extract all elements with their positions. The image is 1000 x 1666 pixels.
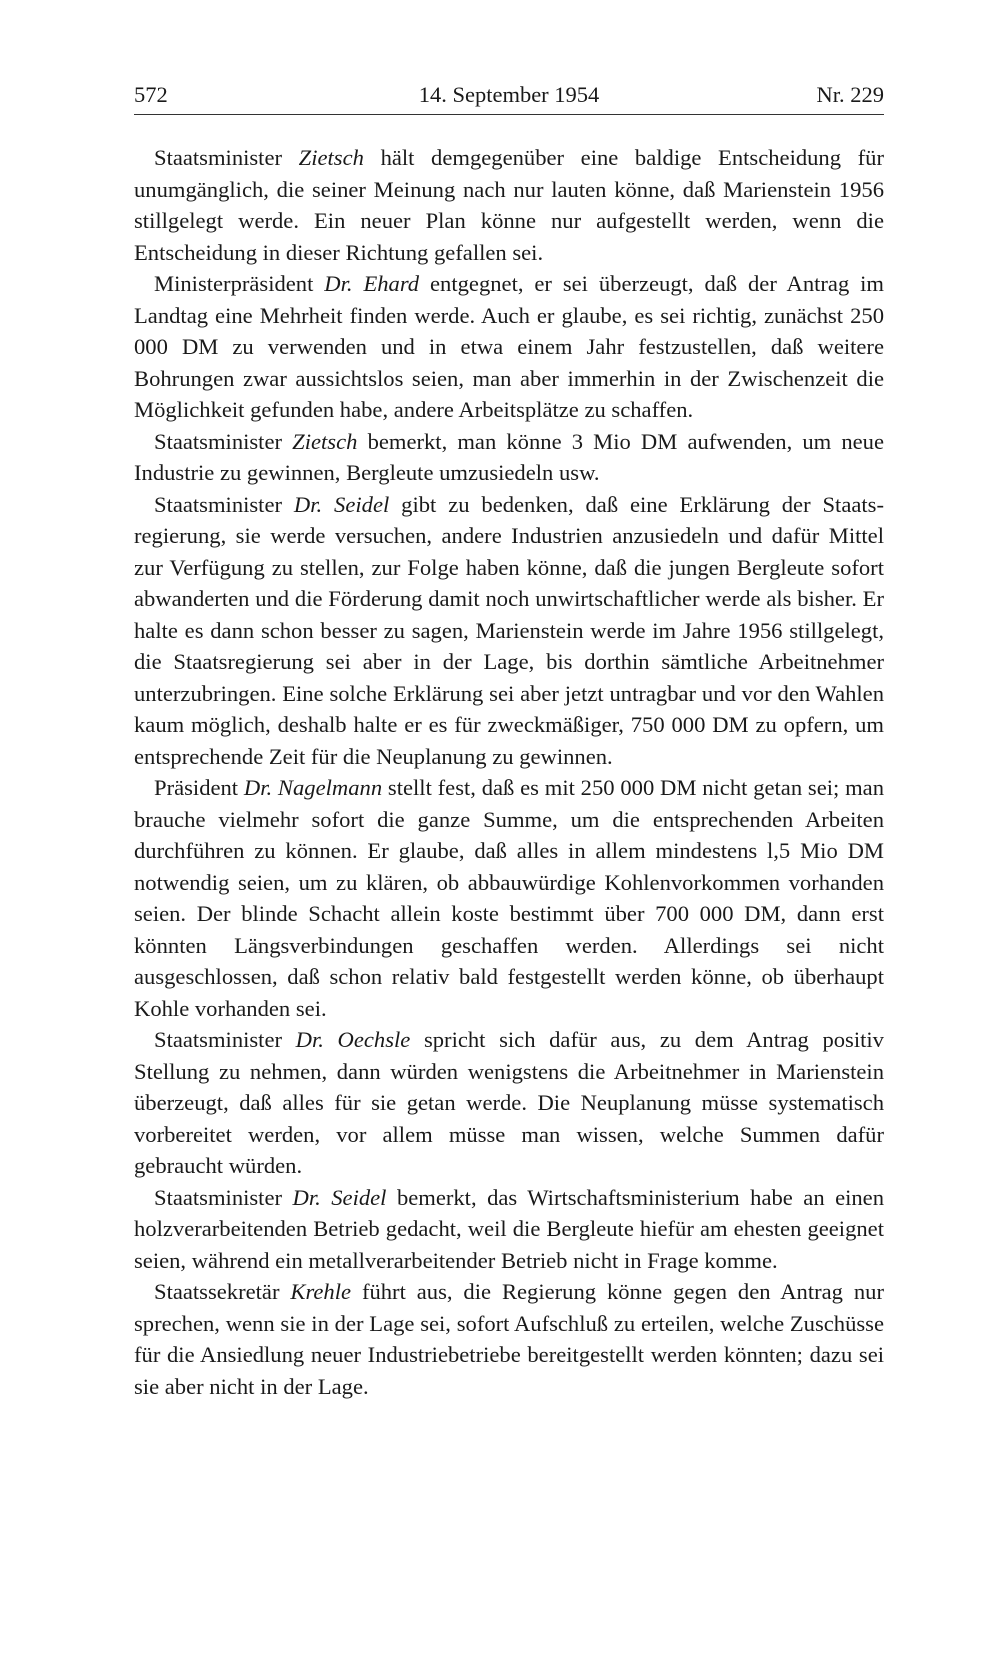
speaker-name: Dr. Nagelmann <box>243 775 383 800</box>
speaker-name: Dr. Seidel <box>292 1184 387 1210</box>
speaker-name: Zietsch <box>292 428 358 454</box>
paragraph-text: entgegnet, er sei überzeugt, daß der Antrag im Landtag eine Mehrheit finden werde. Auch er glaube, es sei richtig, zunächst 250 000 DM zu verwenden und in etwa einem Jahr festzustellen, daß weitere Bohrungen zwar aussichtslos seien, man aber immerhin in der Zwischenzeit die Möglichkeit gefunden habe, andere Arbeitsplätze zu schaffen. <box>134 271 884 422</box>
speaker-title: Staatsminister <box>154 428 283 454</box>
speaker-name: Dr. Ehard <box>324 271 420 296</box>
paragraph <box>134 772 884 1024</box>
speaker-title: Staatssekretär <box>154 1279 280 1304</box>
speaker-name: Dr. Seidel <box>293 491 390 517</box>
paragraph-text: bemerkt, man könne 3 Mio DM aufwenden, um neue Industrie zu gewinnen, Bergleute umzusiedeln usw. <box>134 428 884 485</box>
speaker-title: Staatsminister <box>154 145 283 170</box>
speaker-title: Staatsminister <box>154 1184 283 1210</box>
header-rule <box>134 114 884 115</box>
paragraph-text: stellt fest, daß es mit 250 000 DM nicht getan sei; man brauche vielmehr sofort die ganze Summe, um die entsprechenden Arbeiten durchführen zu können. Er glaube, daß alles in allem mindestens l,5 Mio DM notwendig seien, um zu klären, ob abbauwürdige Kohlenvorkommen vorhanden seien. Der blinde Schacht allein koste bestimmt über 700 000 DM, dann erst könnten Längsverbindungen geschaffen werden. Allerdings sei nicht ausgeschlossen, daß schon relativ bald festgestellt werden könne, ob überhaupt Kohle vorhanden sei. <box>134 775 884 1021</box>
header-date: 14. September 1954 <box>418 82 600 107</box>
speaker-title: Staatsminister <box>154 491 283 517</box>
running-header <box>134 82 884 116</box>
paragraph <box>134 489 884 773</box>
speaker-title: Ministerpräsident <box>154 271 314 296</box>
paragraph-text: spricht sich dafür aus, zu dem Antrag positiv Stellung zu nehmen, dann würden wenigstens die Arbeitnehmer in Marienstein überzeugt, daß alles für sie getan werde. Die Neuplanung müsse systematisch vorbereitet werden, vor allem müsse man wissen, welche Summen dafür gebraucht würden. <box>134 1027 884 1178</box>
paragraph <box>134 268 884 426</box>
body-text <box>134 142 884 1402</box>
paragraph-text: führt aus, die Regierung könne gegen den Antrag nur sprechen, wenn sie in der Lage sei, sofort Aufschluß zu erteilen, welche Zuschüsse für die Ansiedlung neuer Industriebetriebe bereitgestellt werden könnten; dazu sei sie aber nicht in der Lage. <box>134 1279 884 1399</box>
paragraph-text: hält demgegenüber eine baldige Entscheidung für unumgänglich, die seiner Meinung nach nur lauten könne, daß Marienstein 1956 stillgelegt werde. Ein neuer Plan könne nur aufgestellt werden, wenn die Entscheidung in dieser Richtung gefallen sei. <box>134 145 884 265</box>
speaker-title: Präsident <box>154 775 239 800</box>
paragraph <box>134 142 884 268</box>
document-number: Nr. 229 <box>816 82 884 107</box>
speaker-name: Krehle <box>290 1279 352 1304</box>
page-number: 572 <box>134 82 168 107</box>
paragraph <box>134 1024 884 1182</box>
speaker-name: Dr. Oechsle <box>295 1027 411 1052</box>
paragraph <box>134 1276 884 1402</box>
speaker-name: Zietsch <box>298 145 364 170</box>
paragraph <box>134 426 884 489</box>
paragraph-text: bemerkt, das Wirtschaftsministerium habe an einen holzverarbeitenden Betrieb gedacht, weil die Bergleute hiefür am ehesten geeignet seien, während ein metallverarbeitender Betrieb nicht in Frage komme. <box>134 1184 885 1273</box>
speaker-title: Staatsminister <box>154 1027 283 1052</box>
paragraph <box>134 1182 884 1277</box>
paragraph-text: gibt zu bedenken, daß eine Erklärung der Staatsregierung, sie werde versuchen, andere Industrien anzusiedeln und dafür Mittel zur Verfügung zu stellen, zur Folge haben könne, daß die jungen Bergleute sofort abwanderten und die Förderung damit noch unwirtschaftlicher werde als bisher. Er halte es dann schon besser zu sagen, Marienstein werde im Jahre 1956 stillgelegt, die Staatsregierung sei aber in der Lage, bis dorthin sämtliche Arbeitnehmer unterzubringen. Eine solche Erklärung sei aber jetzt untragbar und vor den Wahlen kaum möglich, deshalb halte er es für zweckmäßiger, 750 000 DM zu opfern, um entsprechende Zeit für die Neuplanung zu gewinnen. <box>134 491 884 769</box>
